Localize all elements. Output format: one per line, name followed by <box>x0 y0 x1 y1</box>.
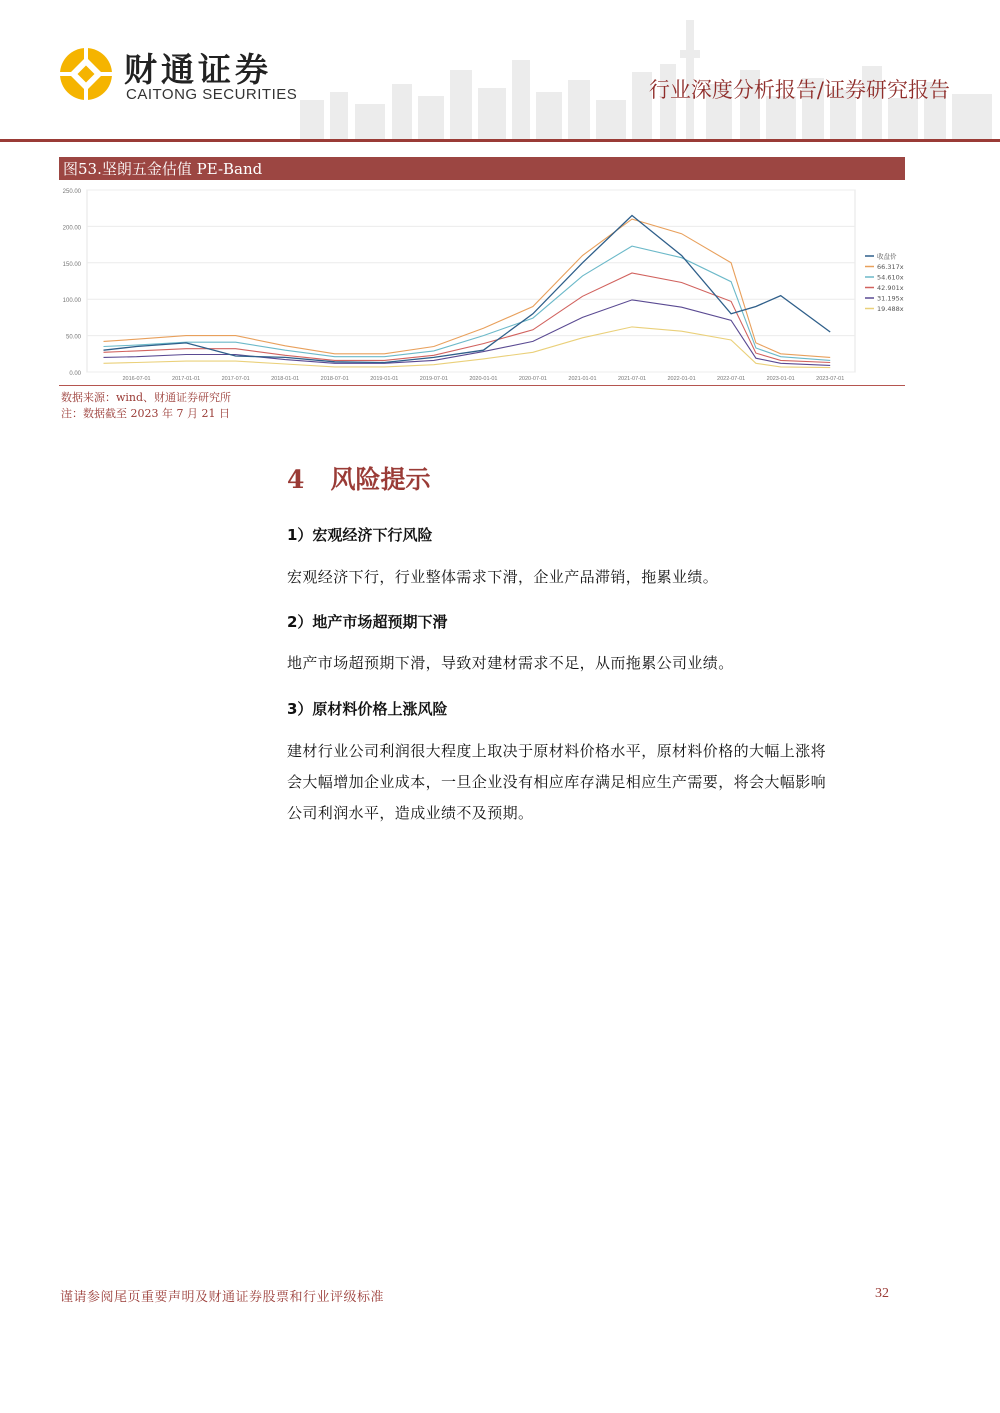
x-tick-label: 2019-01-01 <box>370 376 399 382</box>
y-tick-label: 0.00 <box>69 371 81 377</box>
brand-name-cn: 财通证券 <box>124 50 272 89</box>
legend-label: 31.195x <box>877 294 904 303</box>
page-number: 32 <box>875 1286 889 1301</box>
x-tick-label: 2021-07-01 <box>617 376 647 382</box>
chart-legend <box>865 252 904 314</box>
legend-label: 收盘价 <box>877 252 897 261</box>
x-tick-label: 2022-01-01 <box>667 376 696 382</box>
x-tick-label: 2022-07-01 <box>717 376 746 382</box>
page-header <box>0 0 1000 145</box>
caitong-logo-icon <box>58 46 114 102</box>
x-tick-label: 2023-07-01 <box>816 376 845 382</box>
x-tick-label: 2018-07-01 <box>320 376 349 382</box>
risk-text-3 <box>287 736 907 829</box>
y-tick-label: 150.00 <box>62 261 81 268</box>
legend-label: 42.901x <box>877 284 904 292</box>
x-tick-label: 2018-01-01 <box>271 376 300 382</box>
pe-band-chart <box>59 182 905 385</box>
x-tick-label: 2016-07-01 <box>122 376 151 382</box>
x-tick-label: 2021-01-01 <box>568 376 597 382</box>
report-type: 行业深度分析报告/证券研究报告 <box>648 78 950 102</box>
risk-text-line: 公司利润水平，造成业绩不及预期。 <box>287 804 534 822</box>
figure-source: 数据来源：wind、财通证券研究所 <box>61 391 232 404</box>
risk-text-line: 宏观经济下行，行业整体需求下滑，企业产品滞销，拖累业绩。 <box>287 568 719 586</box>
figure-title: 图53.坚朗五金估值 PE-Band <box>63 160 263 178</box>
figure-bottom-rule <box>59 385 905 386</box>
risk-heading-2: 2）地产市场超预期下滑 <box>287 613 448 631</box>
x-tick-label: 2020-07-01 <box>518 376 548 382</box>
chart-grid <box>87 190 855 372</box>
figure-note: 注：数据截至 2023 年 7 月 21 日 <box>61 407 230 420</box>
brand-name-en: CAITONG SECURITIES <box>126 86 298 103</box>
legend-label: 19.488x <box>877 305 904 313</box>
x-tick-label: 2017-01-01 <box>172 376 201 382</box>
chart-series <box>104 216 831 368</box>
risk-text-line: 地产市场超预期下滑，导致对建材需求不足，从而拖累公司业绩。 <box>287 654 734 672</box>
risk-text-line: 会大幅增加企业成本，一旦企业没有相应库存满足相应生产需要，将会大幅影响 <box>287 773 827 791</box>
y-tick-label: 250.00 <box>62 189 81 195</box>
x-tick-label: 2023-01-01 <box>766 376 795 382</box>
footer-disclaimer: 谨请参阅尾页重要声明及财通证券股票和行业评级标准 <box>60 1290 385 1305</box>
risk-heading-3: 3）原材料价格上涨风险 <box>287 700 448 718</box>
risk-text-2 <box>287 648 907 679</box>
risk-text-line: 建材行业公司利润很大程度上取决于原材料价格水平，原材料价格的大幅上涨将 <box>287 742 827 760</box>
y-axis <box>63 189 82 377</box>
y-tick-label: 200.00 <box>62 225 81 232</box>
series-line <box>104 219 831 357</box>
y-tick-label: 50.00 <box>65 334 81 341</box>
header-divider <box>0 139 1000 142</box>
plot-frame <box>87 190 855 372</box>
legend-label: 66.317x <box>877 263 904 271</box>
section-heading: 4 风险提示 <box>287 465 431 494</box>
legend-label: 54.610x <box>877 273 904 282</box>
series-line <box>104 300 831 366</box>
risk-heading-1: 1）宏观经济下行风险 <box>287 526 433 544</box>
x-tick-label: 2019-07-01 <box>419 376 448 382</box>
y-tick-label: 100.00 <box>62 298 81 305</box>
x-tick-label: 2020-01-01 <box>469 376 498 382</box>
x-tick-label: 2017-07-01 <box>221 376 250 382</box>
risk-text-1 <box>287 562 907 593</box>
x-axis <box>122 376 844 382</box>
